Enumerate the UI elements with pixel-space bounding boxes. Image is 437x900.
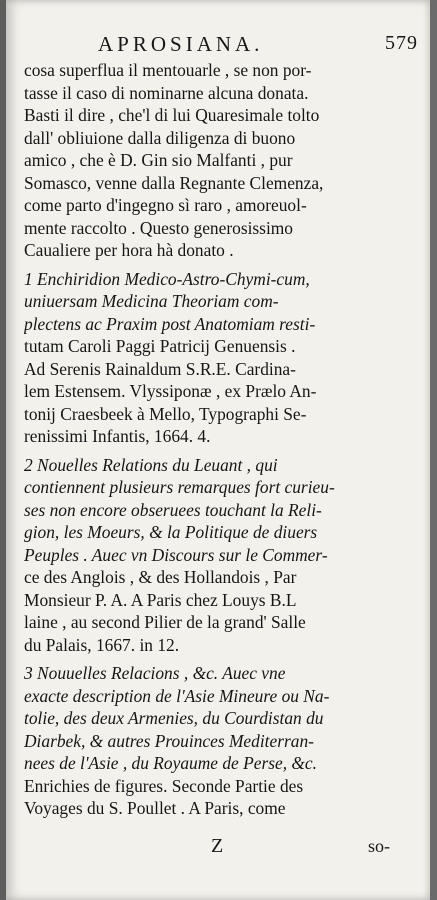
text-line: mente raccolto . Questo generosissimo <box>24 217 294 238</box>
text-line: 3 Nouuelles Relacions , &c. Auec vne <box>24 663 286 683</box>
text-line: du Palais, 1667. in 12. <box>24 634 180 655</box>
text-line: ses non encore obseruees touchant la Reli- <box>24 499 322 520</box>
text-line: contiennent plusieurs remarques fort curieu- <box>24 477 335 497</box>
text-line: amico , che è D. Gin sio Malfanti , pur <box>24 150 293 170</box>
text-line: cosa superflua il mentouarle , se non por- <box>24 60 312 80</box>
text-line: Somasco, venne dalla Regnante Clemenza, <box>24 172 324 193</box>
running-title: APROSIANA. <box>98 32 264 56</box>
text-line: plectens ac Praxim post Anatomiam resti- <box>24 313 316 334</box>
text-line: Ad Serenis Rainaldum S.R.E. Cardina- <box>24 358 296 379</box>
text-line: Diarbek, & autres Prouinces Mediterran- <box>24 730 314 751</box>
catchword: so- <box>368 836 390 856</box>
page-number: 579 <box>385 32 418 54</box>
text-line: exacte description de l'Asie Mineure ou Na- <box>24 685 330 706</box>
text-line: come parto d'ingegno sì raro , amoreuol- <box>24 195 307 215</box>
text-line: lem Estensem. Vlyssiponæ , ex Prælo An- <box>24 381 317 401</box>
text-line: Voyages du S. Poullet . A Paris, come <box>24 798 286 818</box>
text-line: laine , au second Pilier de la grand' Salle <box>24 612 306 632</box>
text-line: dall' obliuione dalla diligenza di buono <box>24 127 296 148</box>
text-line: uniuersam Medicina Theoriam com- <box>24 291 279 311</box>
text-line: ce des Anglois , & des Hollandois , Par <box>24 567 297 587</box>
text-line: Enrichies de figures. Seconde Partie des <box>24 775 304 796</box>
text-line: tolie, des deux Armenies, du Courdistan du <box>24 708 324 728</box>
text-line: Monsieur P. A. A Paris chez Louys B.L <box>24 589 297 610</box>
text-line: Peuples . Auec vn Discours sur le Commer- <box>24 544 328 565</box>
page-edge <box>430 0 437 900</box>
text-line: tutam Caroli Paggi Patricij Genuensis . <box>24 336 296 356</box>
text-line: Basti il dire , che'l di lui Quaresimale tolto <box>24 105 320 125</box>
signature-mark: Z <box>211 835 224 857</box>
text-line: gion, les Moeurs, & la Politique de diuers <box>24 522 318 542</box>
text-line: nees de l'Asie , du Royaume de Perse, &c. <box>24 753 317 773</box>
text-line: Caualiere per hora hà donato . <box>24 240 234 260</box>
page-body-text <box>24 59 422 820</box>
text-line: 1 Enchiridion Medico-Astro-Chymi-cum, <box>24 268 310 289</box>
running-header <box>98 32 418 56</box>
text-line: renissimi Infantis, 1664. 4. <box>24 426 211 446</box>
text-line: tonij Craesbeek à Mello, Typographi Se- <box>24 403 307 424</box>
text-line: tasse il caso di nominarne alcuna donata. <box>24 82 309 103</box>
book-page <box>6 0 430 900</box>
text-line: 2 Nouelles Relations du Leuant , qui <box>24 454 278 475</box>
